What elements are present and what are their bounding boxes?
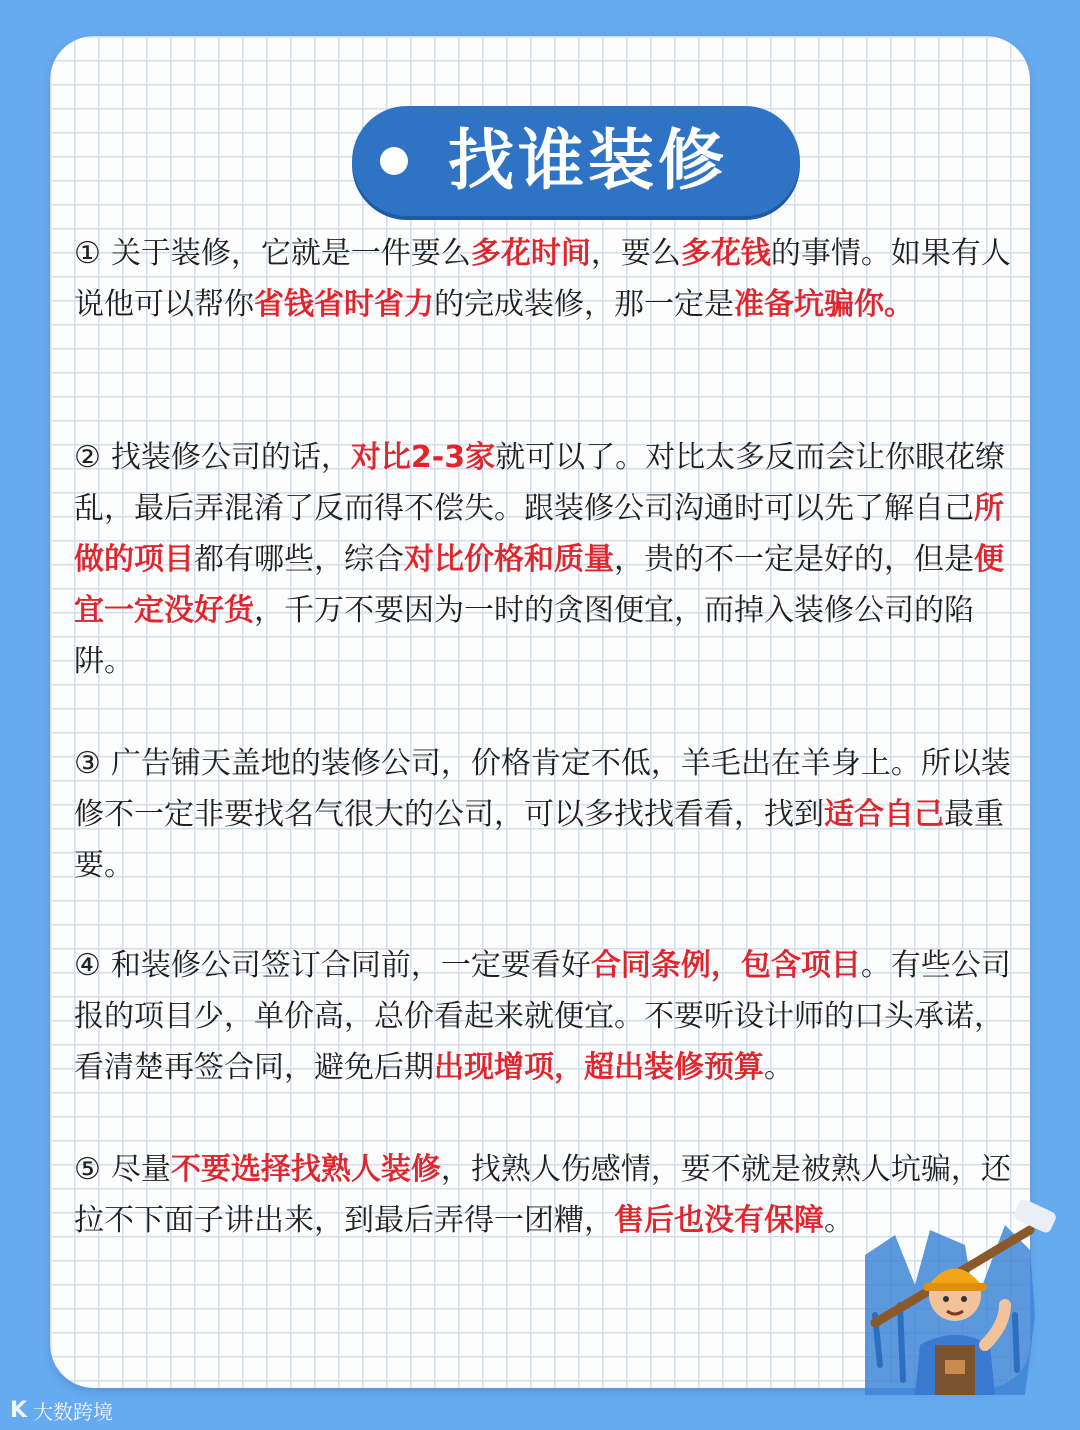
body-text: ，千万不要因为一时的贪图便宜，而掉入装修公司的陷阱。 <box>74 593 974 679</box>
watermark-text: 大数跨境 <box>33 1399 114 1424</box>
highlight-text: 准备坑骗你。 <box>734 287 914 322</box>
watermark <box>10 1393 113 1427</box>
body-text: ，要么 <box>590 236 681 271</box>
paragraph-1 <box>74 228 1014 330</box>
body-text: 尽量 <box>110 1152 171 1187</box>
body-text: 就可以了。对比太多反而会让你眼花缭乱，最后弄混淆了反而得不偿失。跟装修公司沟通时可以先了解自己 <box>74 440 1006 526</box>
bullet-dot-icon <box>380 147 408 175</box>
highlight-text: 省钱省时省力 <box>254 287 434 322</box>
body-text: 广告铺天盖地的装修公司，价格肯定不低，羊毛出在羊身上。所以装修不一定非要找名气很大的公司，可以多找找看看，找到 <box>74 746 1011 832</box>
body-text: 找装修公司的话， <box>110 440 351 475</box>
body-text: ，贵的不一定是好的，但是 <box>614 542 974 577</box>
page-title: 找谁装修 <box>448 122 728 199</box>
body-text: 最重要。 <box>74 797 1004 883</box>
paragraph-number: ④ <box>74 948 101 983</box>
body-text: 。 <box>824 1203 854 1238</box>
body-text: 。有些公司报的项目少，单价高，总价看起来就便宜。不要听设计师的口头承诺，看清楚再签合同，避免后期 <box>74 948 1011 1085</box>
highlight-text: 不要选择找熟人装修 <box>170 1152 441 1187</box>
highlight-text: 售后也没有保障 <box>614 1203 824 1238</box>
body-text: 和装修公司签订合同前，一定要看好 <box>110 948 591 983</box>
highlight-text: 出现增项，超出装修预算 <box>434 1050 764 1085</box>
paragraph-number: ① <box>74 236 101 271</box>
watermark-logo-icon: K <box>10 1397 28 1423</box>
body-text: ，找熟人伤感情，要不就是被熟人坑骗，还拉不下面子讲出来，到最后弄得一团糟， <box>74 1152 1011 1238</box>
body-text: 关于装修，它就是一件要么 <box>110 236 471 271</box>
paragraph-number: ② <box>74 440 101 475</box>
paragraph-4 <box>74 940 1014 1093</box>
paragraph-2 <box>74 432 1014 687</box>
body-text: 都有哪些，综合 <box>194 542 404 577</box>
highlight-text: 合同条例，包含项目 <box>590 948 861 983</box>
paragraph-3 <box>74 738 1014 891</box>
title-banner <box>352 106 800 216</box>
highlight-text: 对比价格和质量 <box>404 542 614 577</box>
highlight-text: 适合自己 <box>824 797 944 832</box>
highlight-text: 对比2-3家 <box>350 440 496 475</box>
highlight-text: 所做的项目 <box>74 491 1004 577</box>
painter-worker-illustration <box>855 1195 1060 1395</box>
highlight-text: 便宜一定没好货 <box>74 542 1004 628</box>
body-text: 。 <box>764 1050 794 1085</box>
highlight-text: 多花时间 <box>470 236 591 271</box>
paragraph-number: ⑤ <box>74 1152 101 1187</box>
paragraph-number: ③ <box>74 746 101 781</box>
body-text: 的事情。如果有人说他可以帮你 <box>74 236 1011 322</box>
highlight-text: 多花钱 <box>680 236 771 271</box>
body-text: 的完成装修，那一定是 <box>434 287 734 322</box>
